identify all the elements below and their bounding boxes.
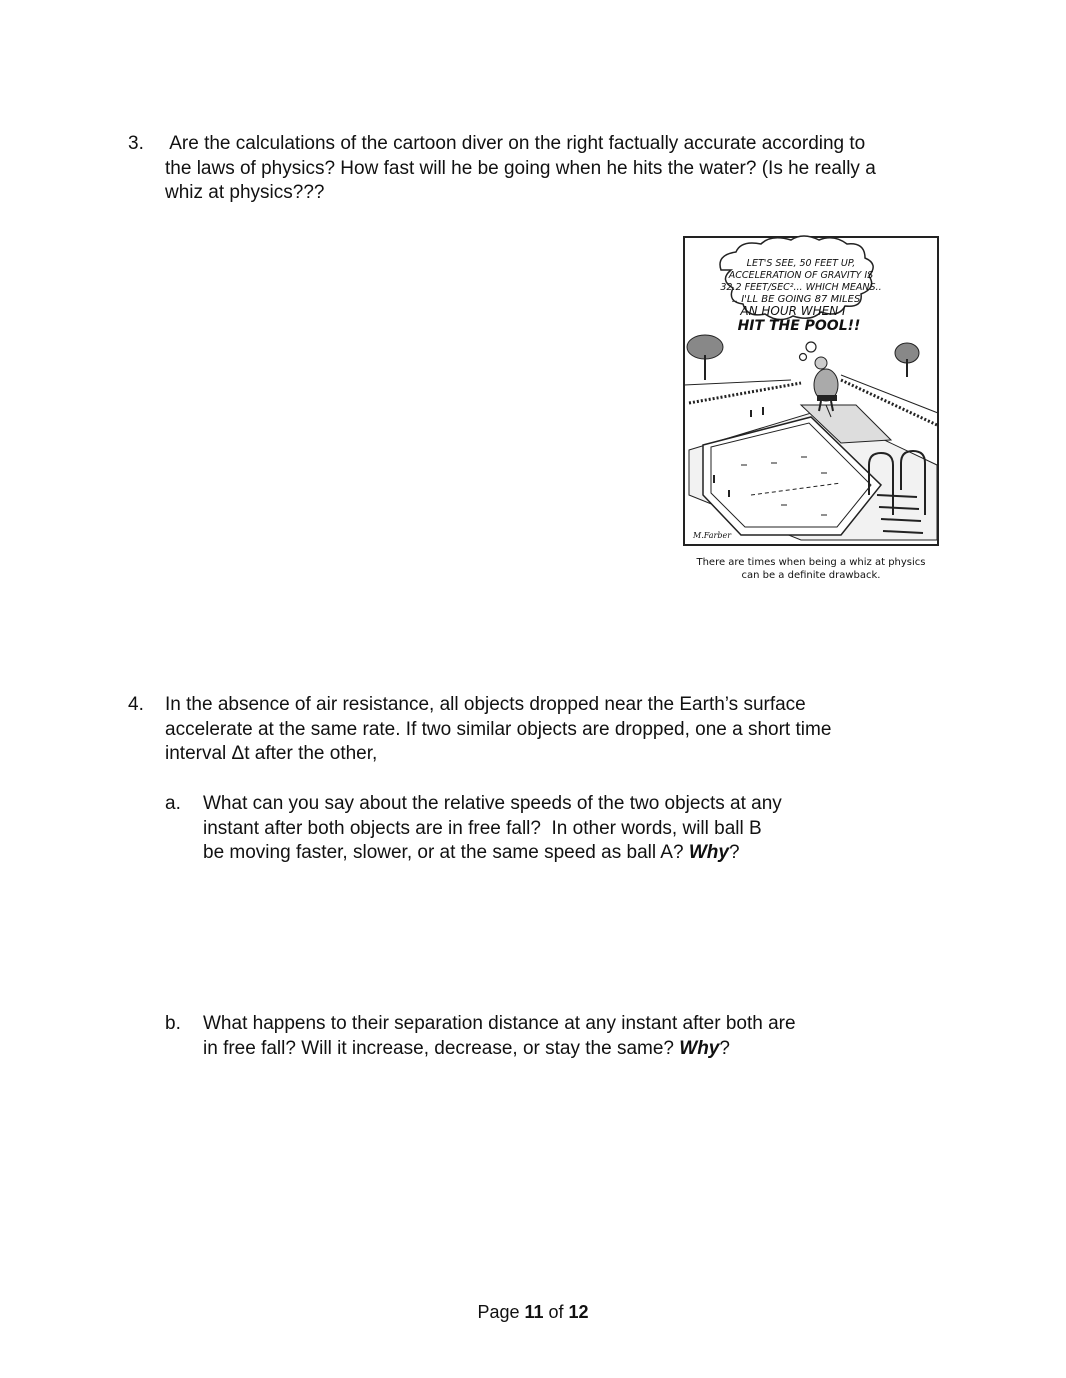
question-4-line-3: interval Δt after the other, <box>165 743 378 764</box>
question-3-line-1: Are the calculations of the cartoon diver on the right factually accurate according to <box>165 133 866 154</box>
question-4b-line-2 <box>203 1037 796 1062</box>
question-4b-label: b. <box>165 1013 181 1034</box>
question-4b-line-2-text: in free fall? Will it increase, decrease, or stay the same? <box>203 1037 680 1059</box>
bubble-line-6: HIT THE POOL!! <box>737 318 861 334</box>
footer-middle: of <box>543 1302 569 1322</box>
question-4b-end: ? <box>719 1037 730 1059</box>
bubble-line-2: ACCELERATION OF GRAVITY IS <box>728 270 874 281</box>
cartoon-diver-illustration <box>681 235 941 585</box>
question-4a-why: Why <box>688 842 729 863</box>
cartoon-signature: M.Farber <box>693 531 732 540</box>
bubble-line-4: .. I'LL BE GOING 87 MILES <box>731 294 861 305</box>
question-3-number: 3. <box>128 133 144 154</box>
bubble-line-1: LET'S SEE, 50 FEET UP, <box>746 258 856 269</box>
question-4a-line-2: instant after both objects are in free fall? In other words, will ball B <box>203 817 762 839</box>
footer-current-page: 11 <box>524 1302 544 1322</box>
question-4b-line-1: What happens to their separation distance at any instant after both are <box>203 1013 796 1034</box>
question-4a-line-3 <box>203 841 782 866</box>
page-footer <box>0 1300 1066 1325</box>
question-4a-line-3-text: be moving faster, slower, or at the same speed as ball A? <box>203 842 689 863</box>
question-4a-line-1: What can you say about the relative speeds of the two objects at any <box>203 793 782 814</box>
question-4a-end: ? <box>728 842 740 863</box>
question-4a-label: a. <box>165 793 181 814</box>
cartoon-caption-line-2: can be a definite drawback. <box>741 570 881 581</box>
bubble-line-5: AN HOUR WHEN I <box>740 304 846 318</box>
footer-prefix: Page <box>477 1302 525 1322</box>
question-3-line-3: whiz at physics??? <box>165 182 325 203</box>
question-3-line-2: the laws of physics? How fast will he be going when he hits the water? (Is he really a <box>165 157 876 179</box>
question-4-number: 4. <box>128 694 144 715</box>
footer-total-pages: 12 <box>568 1302 589 1322</box>
question-4-line-1: In the absence of air resistance, all objects dropped near the Earth’s surface <box>165 694 806 715</box>
bubble-line-3: 32.2 FEET/SEC²... WHICH MEANS.. <box>720 282 882 293</box>
question-4b-why: Why <box>679 1037 720 1059</box>
cartoon-caption-line-1: There are times when being a whiz at physics <box>696 557 926 568</box>
question-4-line-2: accelerate at the same rate. If two similar objects are dropped, one a short time <box>165 718 832 740</box>
